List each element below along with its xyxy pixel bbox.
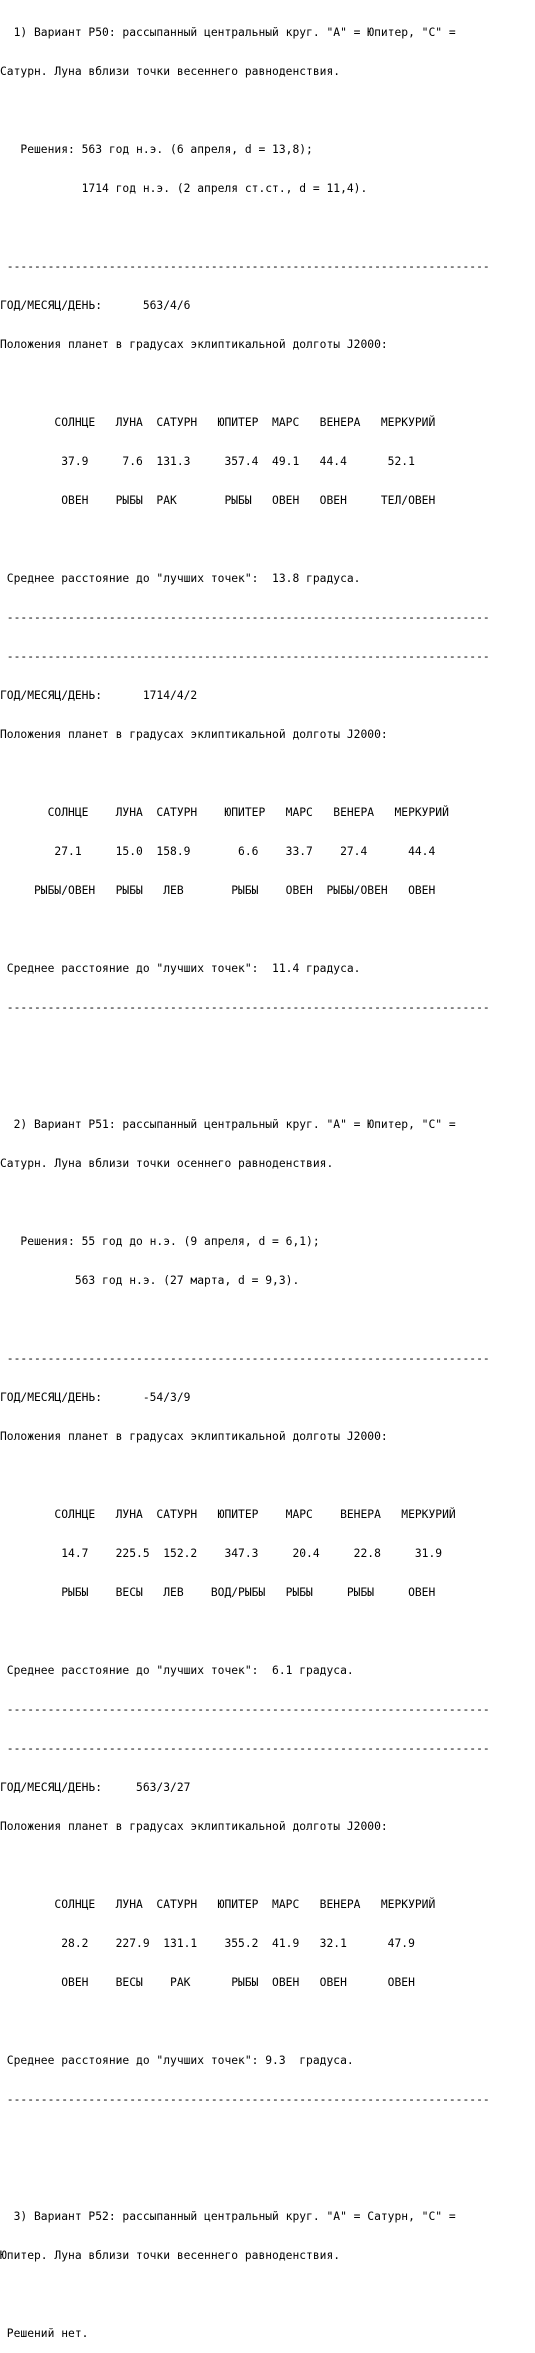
text-line: Юпитер. Луна вблизи точки весеннего равноденствия. bbox=[0, 2249, 341, 2262]
text-line: Среднее расстояние до "лучших точек": 6.1 градуса. bbox=[0, 1664, 354, 1677]
table-signs-line: РЫБЫ ВЕСЫ ЛЕВ ВОД/РЫБЫ РЫБЫ РЫБЫ ОВЕН bbox=[0, 1586, 436, 1599]
table-signs-line: ОВЕН РЫБЫ РАК РЫБЫ ОВЕН ОВЕН ТЕЛ/ОВЕН bbox=[0, 494, 436, 507]
text-line: Положения планет в градусах эклиптикальной долготы J2000: bbox=[0, 1430, 388, 1443]
separator-line: ----------------------------------------------------------------------- bbox=[0, 260, 490, 273]
text-line bbox=[0, 104, 535, 117]
text-line: Положения планет в градусах эклиптикальной долготы J2000: bbox=[0, 728, 388, 741]
text-line: Сатурн. Луна вблизи точки осеннего равноденствия. bbox=[0, 1157, 334, 1170]
text-line bbox=[0, 923, 535, 936]
text-line bbox=[0, 2015, 535, 2028]
separator-line: ----------------------------------------------------------------------- bbox=[0, 1352, 490, 1365]
text-line: ГОД/МЕСЯЦ/ДЕНЬ: 1714/4/2 bbox=[0, 689, 198, 702]
text-line: ГОД/МЕСЯЦ/ДЕНЬ: -54/3/9 bbox=[0, 1391, 191, 1404]
text-line: Положения планет в градусах эклиптикальной долготы J2000: bbox=[0, 338, 388, 351]
table-values-line: 37.9 7.6 131.3 357.4 49.1 44.4 52.1 bbox=[0, 455, 415, 468]
text-line: ГОД/МЕСЯЦ/ДЕНЬ: 563/3/27 bbox=[0, 1781, 191, 1794]
text-line: Решения: 563 год н.э. (6 апреля, d = 13,8); bbox=[0, 143, 313, 156]
table-header-line: СОЛНЦЕ ЛУНА САТУРН ЮПИТЕР МАРС ВЕНЕРА МЕРКУРИЙ bbox=[0, 1898, 436, 1911]
separator-line: ----------------------------------------------------------------------- bbox=[0, 611, 490, 624]
table-header-line: СОЛНЦЕ ЛУНА САТУРН ЮПИТЕР МАРС ВЕНЕРА МЕРКУРИЙ bbox=[0, 1508, 456, 1521]
separator-line: ----------------------------------------------------------------------- bbox=[0, 1742, 490, 1755]
text-line bbox=[0, 1079, 535, 1092]
text-line: ГОД/МЕСЯЦ/ДЕНЬ: 563/4/6 bbox=[0, 299, 191, 312]
text-line: 3) Вариант P52: рассыпанный центральный круг. "A" = Сатурн, "C" = bbox=[0, 2210, 456, 2223]
table-header-line: СОЛНЦЕ ЛУНА САТУРН ЮПИТЕР МАРС ВЕНЕРА МЕРКУРИЙ bbox=[0, 806, 449, 819]
text-line bbox=[0, 2171, 535, 2184]
text-line: 1) Вариант P50: рассыпанный центральный круг. "A" = Юпитер, "C" = bbox=[0, 26, 456, 39]
separator-line: ----------------------------------------------------------------------- bbox=[0, 2093, 490, 2106]
text-line bbox=[0, 1313, 535, 1326]
separator-line: ----------------------------------------------------------------------- bbox=[0, 650, 490, 663]
text-line: Среднее расстояние до "лучших точек": 13.8 градуса. bbox=[0, 572, 361, 585]
text-line: Положения планет в градусах эклиптикальной долготы J2000: bbox=[0, 1820, 388, 1833]
text-line bbox=[0, 533, 535, 546]
table-header-line: СОЛНЦЕ ЛУНА САТУРН ЮПИТЕР МАРС ВЕНЕРА МЕРКУРИЙ bbox=[0, 416, 436, 429]
text-line bbox=[0, 2288, 535, 2301]
text-line bbox=[0, 1859, 535, 1872]
text-line: 563 год н.э. (27 марта, d = 9,3). bbox=[0, 1274, 300, 1287]
text-line bbox=[0, 1196, 535, 1209]
text-line bbox=[0, 1040, 535, 1053]
text-line: Среднее расстояние до "лучших точек": 9.3 градуса. bbox=[0, 2054, 354, 2067]
text-line: Решения: 55 год до н.э. (9 апреля, d = 6,1); bbox=[0, 1235, 320, 1248]
separator-line: ----------------------------------------------------------------------- bbox=[0, 1703, 490, 1716]
table-signs-line: РЫБЫ/ОВЕН РЫБЫ ЛЕВ РЫБЫ ОВЕН РЫБЫ/ОВЕН ОВЕН bbox=[0, 884, 436, 897]
text-line: Сатурн. Луна вблизи точки весеннего равноденствия. bbox=[0, 65, 341, 78]
text-line: Среднее расстояние до "лучших точек": 11.4 градуса. bbox=[0, 962, 361, 975]
text-line bbox=[0, 767, 535, 780]
text-line bbox=[0, 377, 535, 390]
text-line bbox=[0, 221, 535, 234]
table-signs-line: ОВЕН ВЕСЫ РАК РЫБЫ ОВЕН ОВЕН ОВЕН bbox=[0, 1976, 415, 1989]
table-values-line: 28.2 227.9 131.1 355.2 41.9 32.1 47.9 bbox=[0, 1937, 415, 1950]
table-values-line: 27.1 15.0 158.9 6.6 33.7 27.4 44.4 bbox=[0, 845, 436, 858]
text-line bbox=[0, 1625, 535, 1638]
text-line: 2) Вариант P51: рассыпанный центральный круг. "A" = Юпитер, "C" = bbox=[0, 1118, 456, 1131]
text-line bbox=[0, 1469, 535, 1482]
table-values-line: 14.7 225.5 152.2 347.3 20.4 22.8 31.9 bbox=[0, 1547, 443, 1560]
text-line bbox=[0, 2132, 535, 2145]
text-line: 1714 год н.э. (2 апреля ст.ст., d = 11,4). bbox=[0, 182, 368, 195]
text-line: Решений нет. bbox=[0, 2327, 89, 2340]
separator-line: ----------------------------------------------------------------------- bbox=[0, 1001, 490, 1014]
